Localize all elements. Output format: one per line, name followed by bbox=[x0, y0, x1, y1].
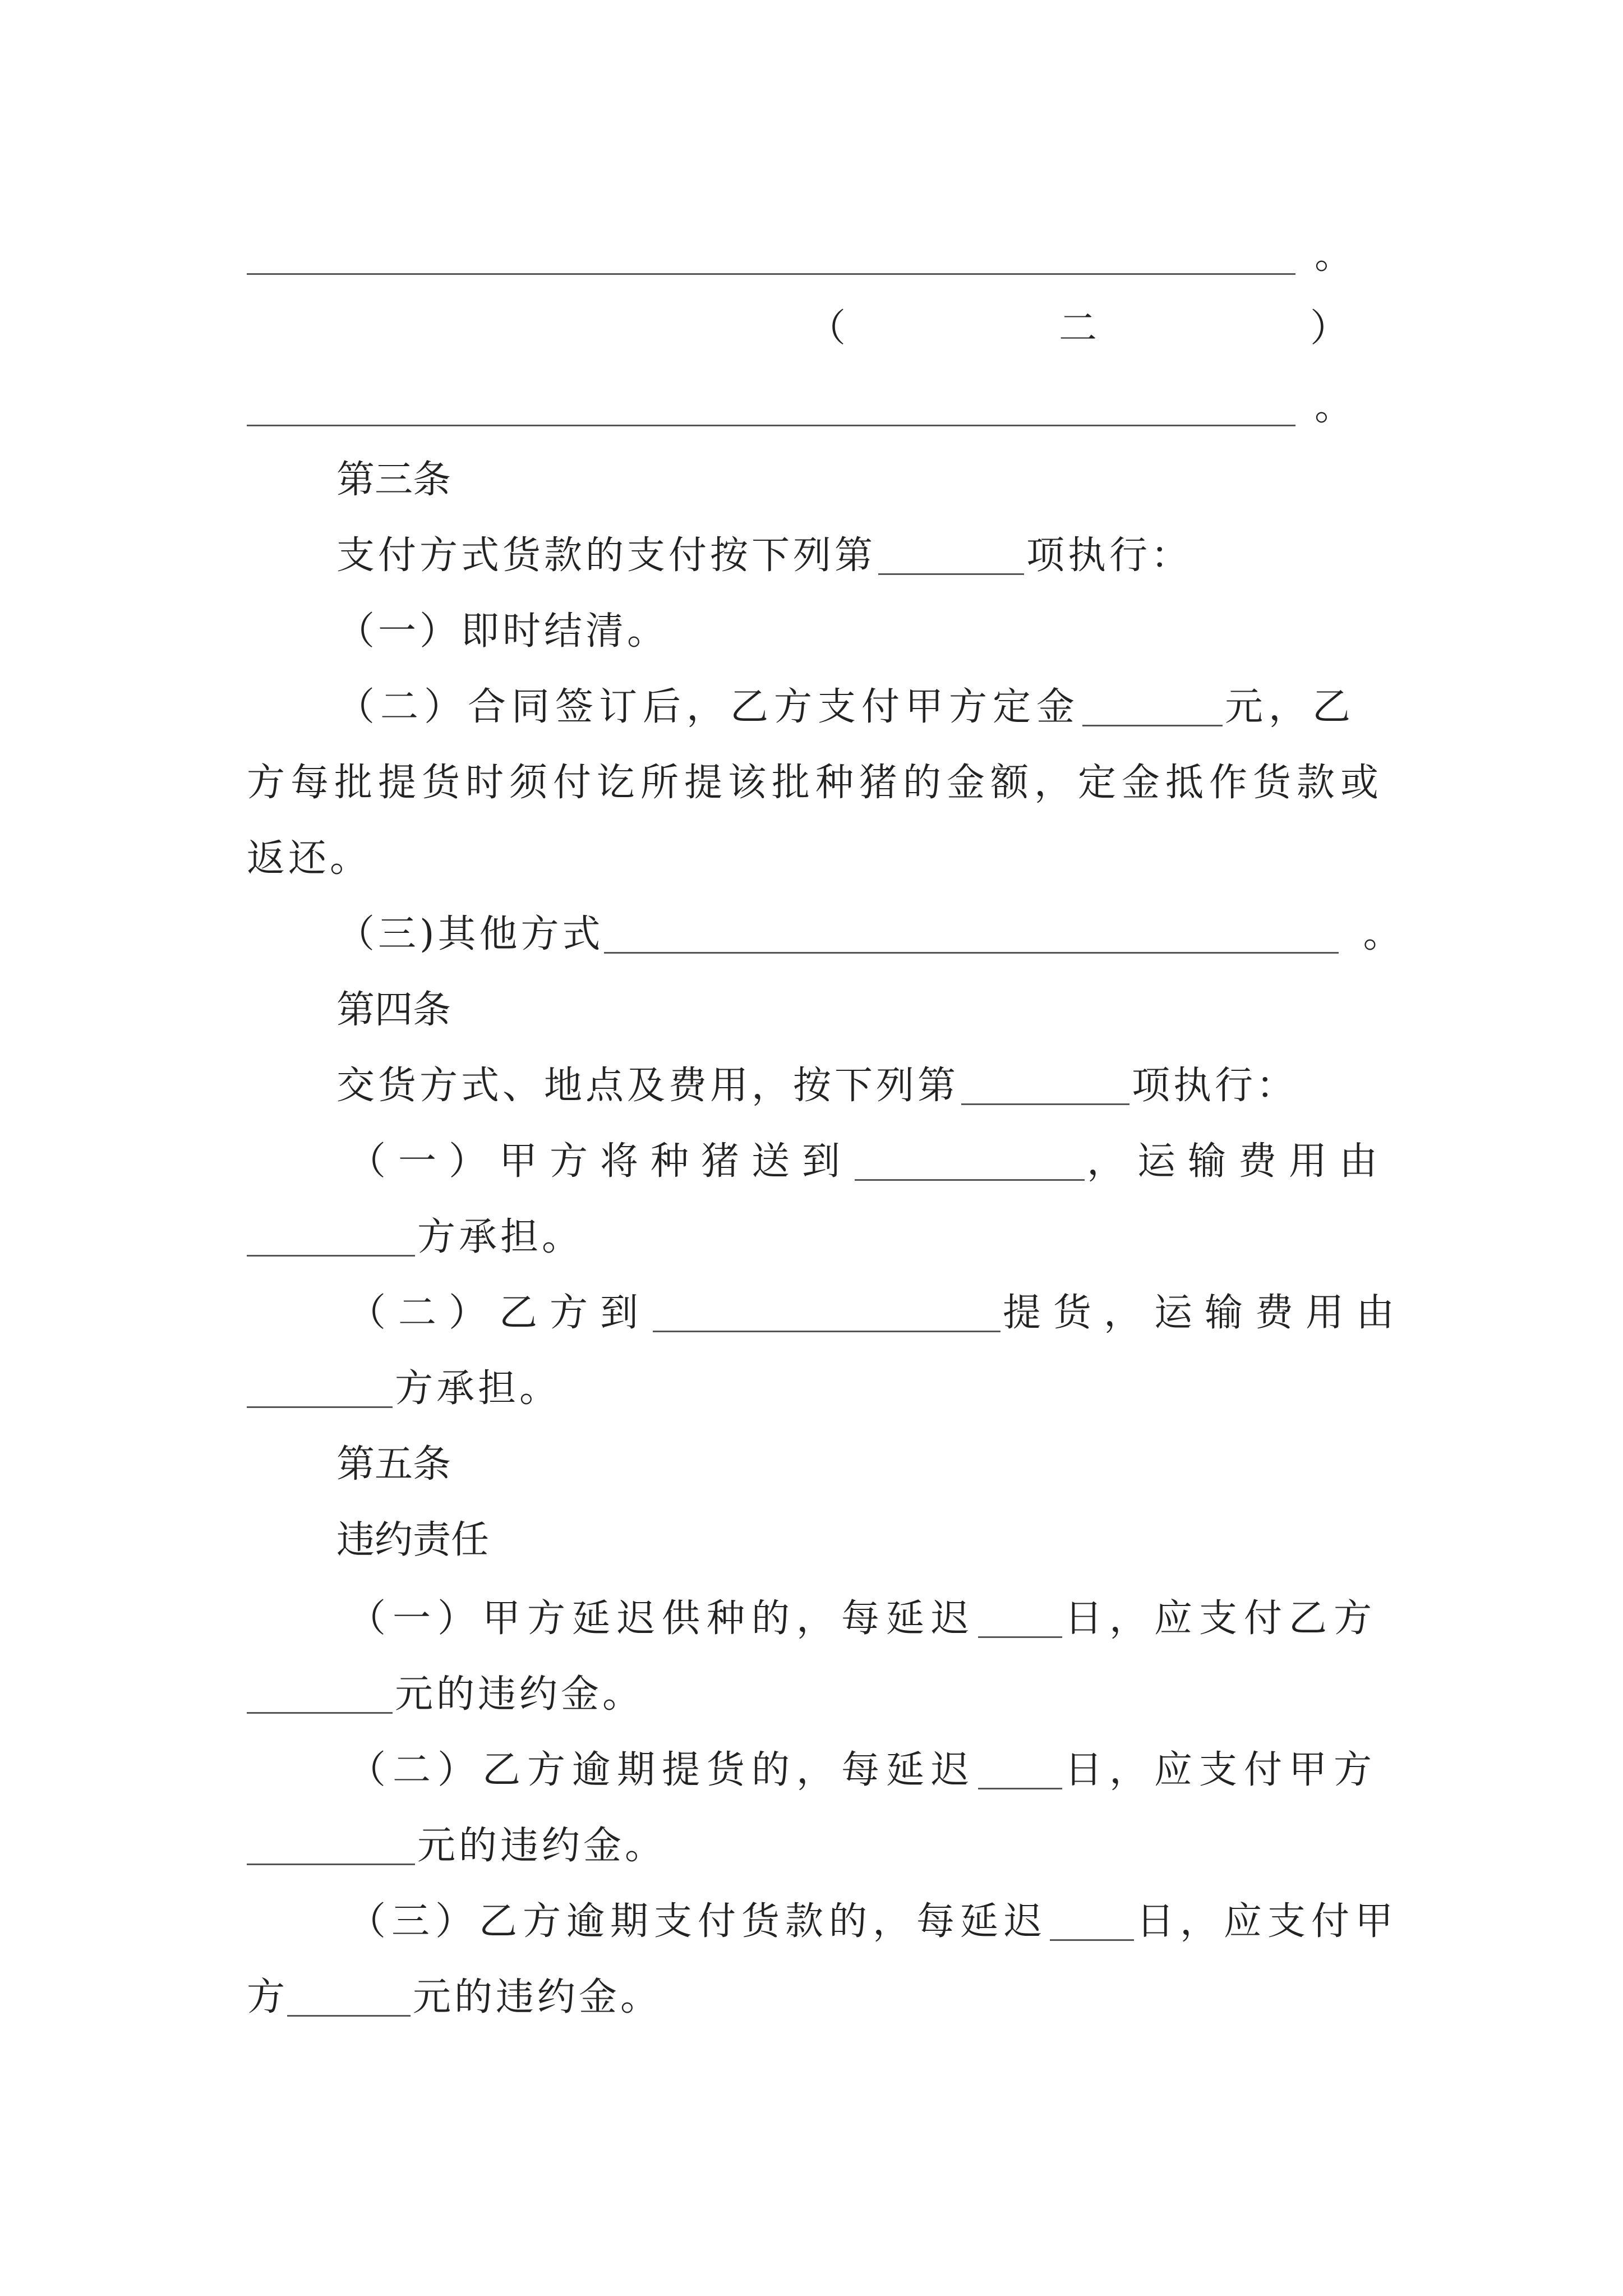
text: （二）乙方到 bbox=[348, 1291, 651, 1335]
article-4-item-1 bbox=[348, 1119, 1390, 1184]
blank-field[interactable] bbox=[247, 242, 1295, 275]
blank-field[interactable] bbox=[653, 1299, 1000, 1332]
text: 元的违约金。 bbox=[395, 1672, 644, 1717]
article-4-item-1-cont bbox=[247, 1195, 583, 1257]
paren-open: （ bbox=[808, 306, 846, 351]
blank-field[interactable] bbox=[247, 393, 1295, 426]
fill-line-1 bbox=[247, 213, 1353, 278]
text: （三)其他方式 bbox=[336, 912, 604, 956]
blank-field[interactable] bbox=[247, 1375, 393, 1408]
article-5-title: 第五条 bbox=[336, 1442, 451, 1487]
text: 方承担。 bbox=[395, 1366, 561, 1411]
text: 交货方式、地点及费用，按下列第 bbox=[336, 1064, 960, 1108]
blank-field[interactable] bbox=[247, 1223, 415, 1257]
blank-field[interactable] bbox=[1050, 1908, 1134, 1941]
article-3-item-2 bbox=[336, 665, 1357, 729]
article-3-title: 第三条 bbox=[336, 458, 451, 502]
article-5-item-3-cont bbox=[247, 1955, 662, 2017]
section-number-text: 二 bbox=[1059, 306, 1098, 351]
text: 元，乙 bbox=[1225, 685, 1357, 729]
article-3-item-2-cont: 方每批提货时须付讫所提该批种猪的金额，定金抵作货款或 bbox=[247, 761, 1385, 805]
text: （一）甲方延迟供种的，每延迟 bbox=[348, 1596, 976, 1641]
article-5-item-2 bbox=[348, 1728, 1379, 1792]
end-mark: 。 bbox=[1363, 912, 1405, 956]
article-4-intro bbox=[336, 1043, 1298, 1108]
text: 日，应支付乙方 bbox=[1064, 1596, 1379, 1641]
article-3-item-3 bbox=[336, 892, 1405, 954]
paren-close: ） bbox=[1310, 306, 1349, 351]
blank-field[interactable] bbox=[978, 1756, 1062, 1789]
article-5-item-1 bbox=[348, 1576, 1379, 1641]
text: 提货，运输费用由 bbox=[1003, 1291, 1407, 1335]
blank-field[interactable] bbox=[1082, 693, 1223, 726]
text: 支付方式货款的支付按下列第 bbox=[336, 533, 877, 578]
article-4-title: 第四条 bbox=[336, 988, 451, 1032]
article-5-item-3 bbox=[348, 1879, 1399, 1944]
fill-line-2 bbox=[247, 365, 1353, 429]
text: （一）甲方将种猪送到 bbox=[348, 1139, 853, 1184]
blank-field[interactable] bbox=[878, 542, 1024, 575]
text: （二）乙方逾期提货的，每延迟 bbox=[348, 1748, 976, 1792]
article-5-item-2-cont bbox=[247, 1803, 667, 1868]
blank-field[interactable] bbox=[855, 1148, 1085, 1181]
blank-field[interactable] bbox=[247, 1681, 393, 1714]
text: 项执行： bbox=[1026, 533, 1193, 578]
article-3-item-1: （一）即时结清。 bbox=[336, 609, 669, 654]
article-4-item-2 bbox=[348, 1271, 1407, 1335]
text: 日，应支付甲方 bbox=[1064, 1748, 1379, 1792]
text: 元的违约金。 bbox=[413, 1975, 662, 2019]
blank-field[interactable] bbox=[604, 921, 1339, 954]
text: 项执行： bbox=[1132, 1064, 1298, 1108]
text: 方 bbox=[247, 1975, 285, 2019]
text: 日，应支付甲 bbox=[1136, 1899, 1399, 1944]
section-number bbox=[808, 286, 1349, 351]
text: （三）乙方逾期支付货款的，每延迟 bbox=[348, 1899, 1048, 1944]
blank-field[interactable] bbox=[247, 1832, 415, 1865]
article-4-item-2-cont bbox=[247, 1346, 561, 1411]
text: ，运输费用由 bbox=[1087, 1139, 1390, 1184]
text: 方承担。 bbox=[417, 1215, 584, 1259]
article-5-item-1-cont bbox=[247, 1652, 644, 1717]
article-3-item-2-cont: 返还。 bbox=[247, 836, 372, 881]
blank-field[interactable] bbox=[961, 1072, 1129, 1105]
text: （二）合同签订后，乙方支付甲方定金 bbox=[336, 685, 1081, 729]
blank-field[interactable] bbox=[287, 1984, 411, 2017]
end-mark: 。 bbox=[1315, 385, 1353, 429]
article-3-intro bbox=[336, 513, 1193, 578]
text: 元的违约金。 bbox=[417, 1824, 667, 1868]
end-mark: 。 bbox=[1315, 233, 1353, 278]
article-5-subtitle: 违约责任 bbox=[336, 1518, 490, 1562]
blank-field[interactable] bbox=[978, 1605, 1062, 1638]
